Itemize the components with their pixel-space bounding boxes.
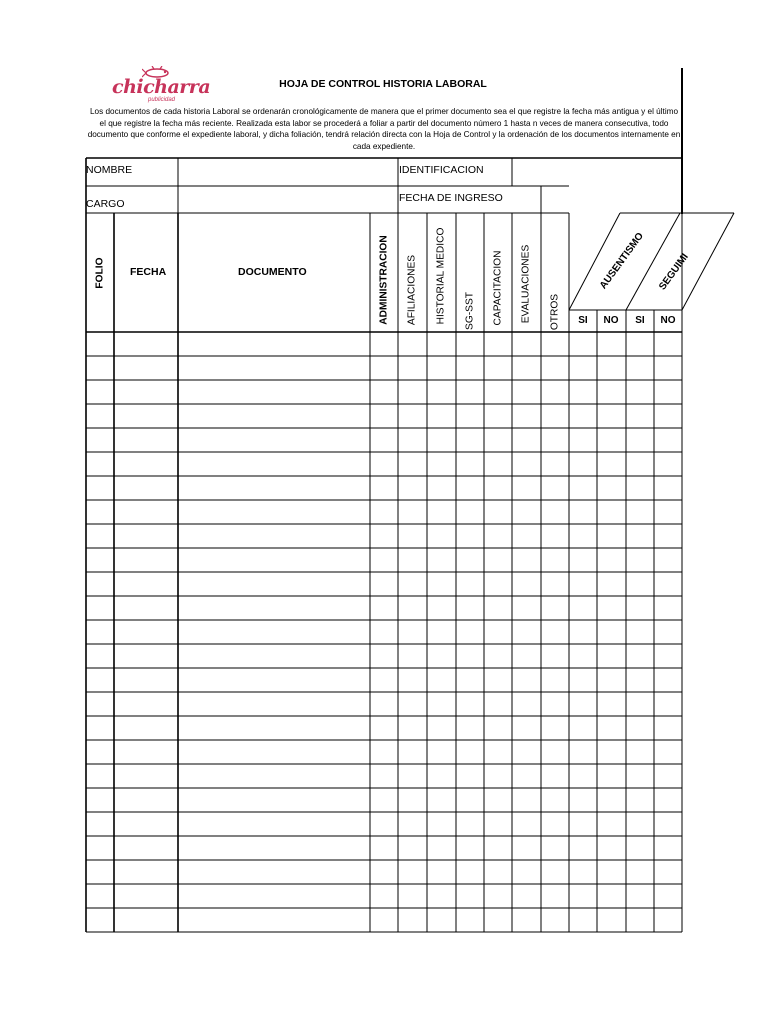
logo-wordmark: chicharra (112, 76, 211, 98)
fecha-ingreso-field[interactable] (541, 188, 681, 210)
ausentismo-si-header: SI (578, 315, 588, 326)
col-folio-header: FOLIO (94, 257, 106, 289)
col-evaluaciones-header: EVALUACIONES (520, 244, 532, 324)
col-seguimiento-header: SEGUIMI (657, 251, 691, 293)
col-administracion-header: ADMINISTRACION (378, 235, 390, 325)
col-otros-header: OTROS (549, 293, 561, 331)
col-documento-header: DOCUMENTO (238, 266, 307, 278)
page-title: HOJA DE CONTROL HISTORIA LABORAL (279, 78, 487, 90)
nombre-label: NOMBRE (86, 164, 133, 176)
col-sg-sst-header: SG-SST (464, 292, 476, 330)
col-afiliaciones-header: AFILIACIONES (406, 254, 418, 326)
identificacion-label: IDENTIFICACION (399, 164, 484, 176)
ausentismo-left-slant (569, 213, 620, 310)
ausentismo-right-slant (626, 213, 680, 310)
col-historial-medico-header: HISTORIAL MEDICO (435, 227, 447, 325)
ausentismo-no-header: NO (603, 315, 619, 326)
cargo-label: CARGO (86, 198, 125, 210)
identificacion-field[interactable] (512, 162, 681, 182)
nombre-field[interactable] (178, 162, 398, 182)
col-ausentismo-header: AUSENTISMO (597, 230, 647, 292)
seguimiento-si-header: SI (635, 315, 645, 326)
col-fecha-header: FECHA (130, 266, 167, 278)
seguimiento-right-slant (682, 213, 734, 310)
cargo-field[interactable] (178, 188, 398, 210)
intro-paragraph: Los documentos de cada historia Laboral se ordenarán cronológicamente de manera que el primer documento sea el que registre la fecha más antigua y el último el que registre la fecha más reciente. Realizada esta labor se procederá a foliar a partir del documento número 1 hasta n veces de manera consecutiva, todo documento que conforme el expediente laboral, y dicha foliación, tendrá relación directa con la Hoja de Control y la ordenación de los documentos internamente en cada expediente. (87, 107, 681, 151)
fecha-ingreso-label: FECHA DE INGRESO (399, 192, 503, 204)
seguimiento-no-header: NO (660, 315, 676, 326)
logo-tagline: publicidad (148, 97, 176, 103)
col-capacitacion-header: CAPACITACION (492, 250, 504, 326)
